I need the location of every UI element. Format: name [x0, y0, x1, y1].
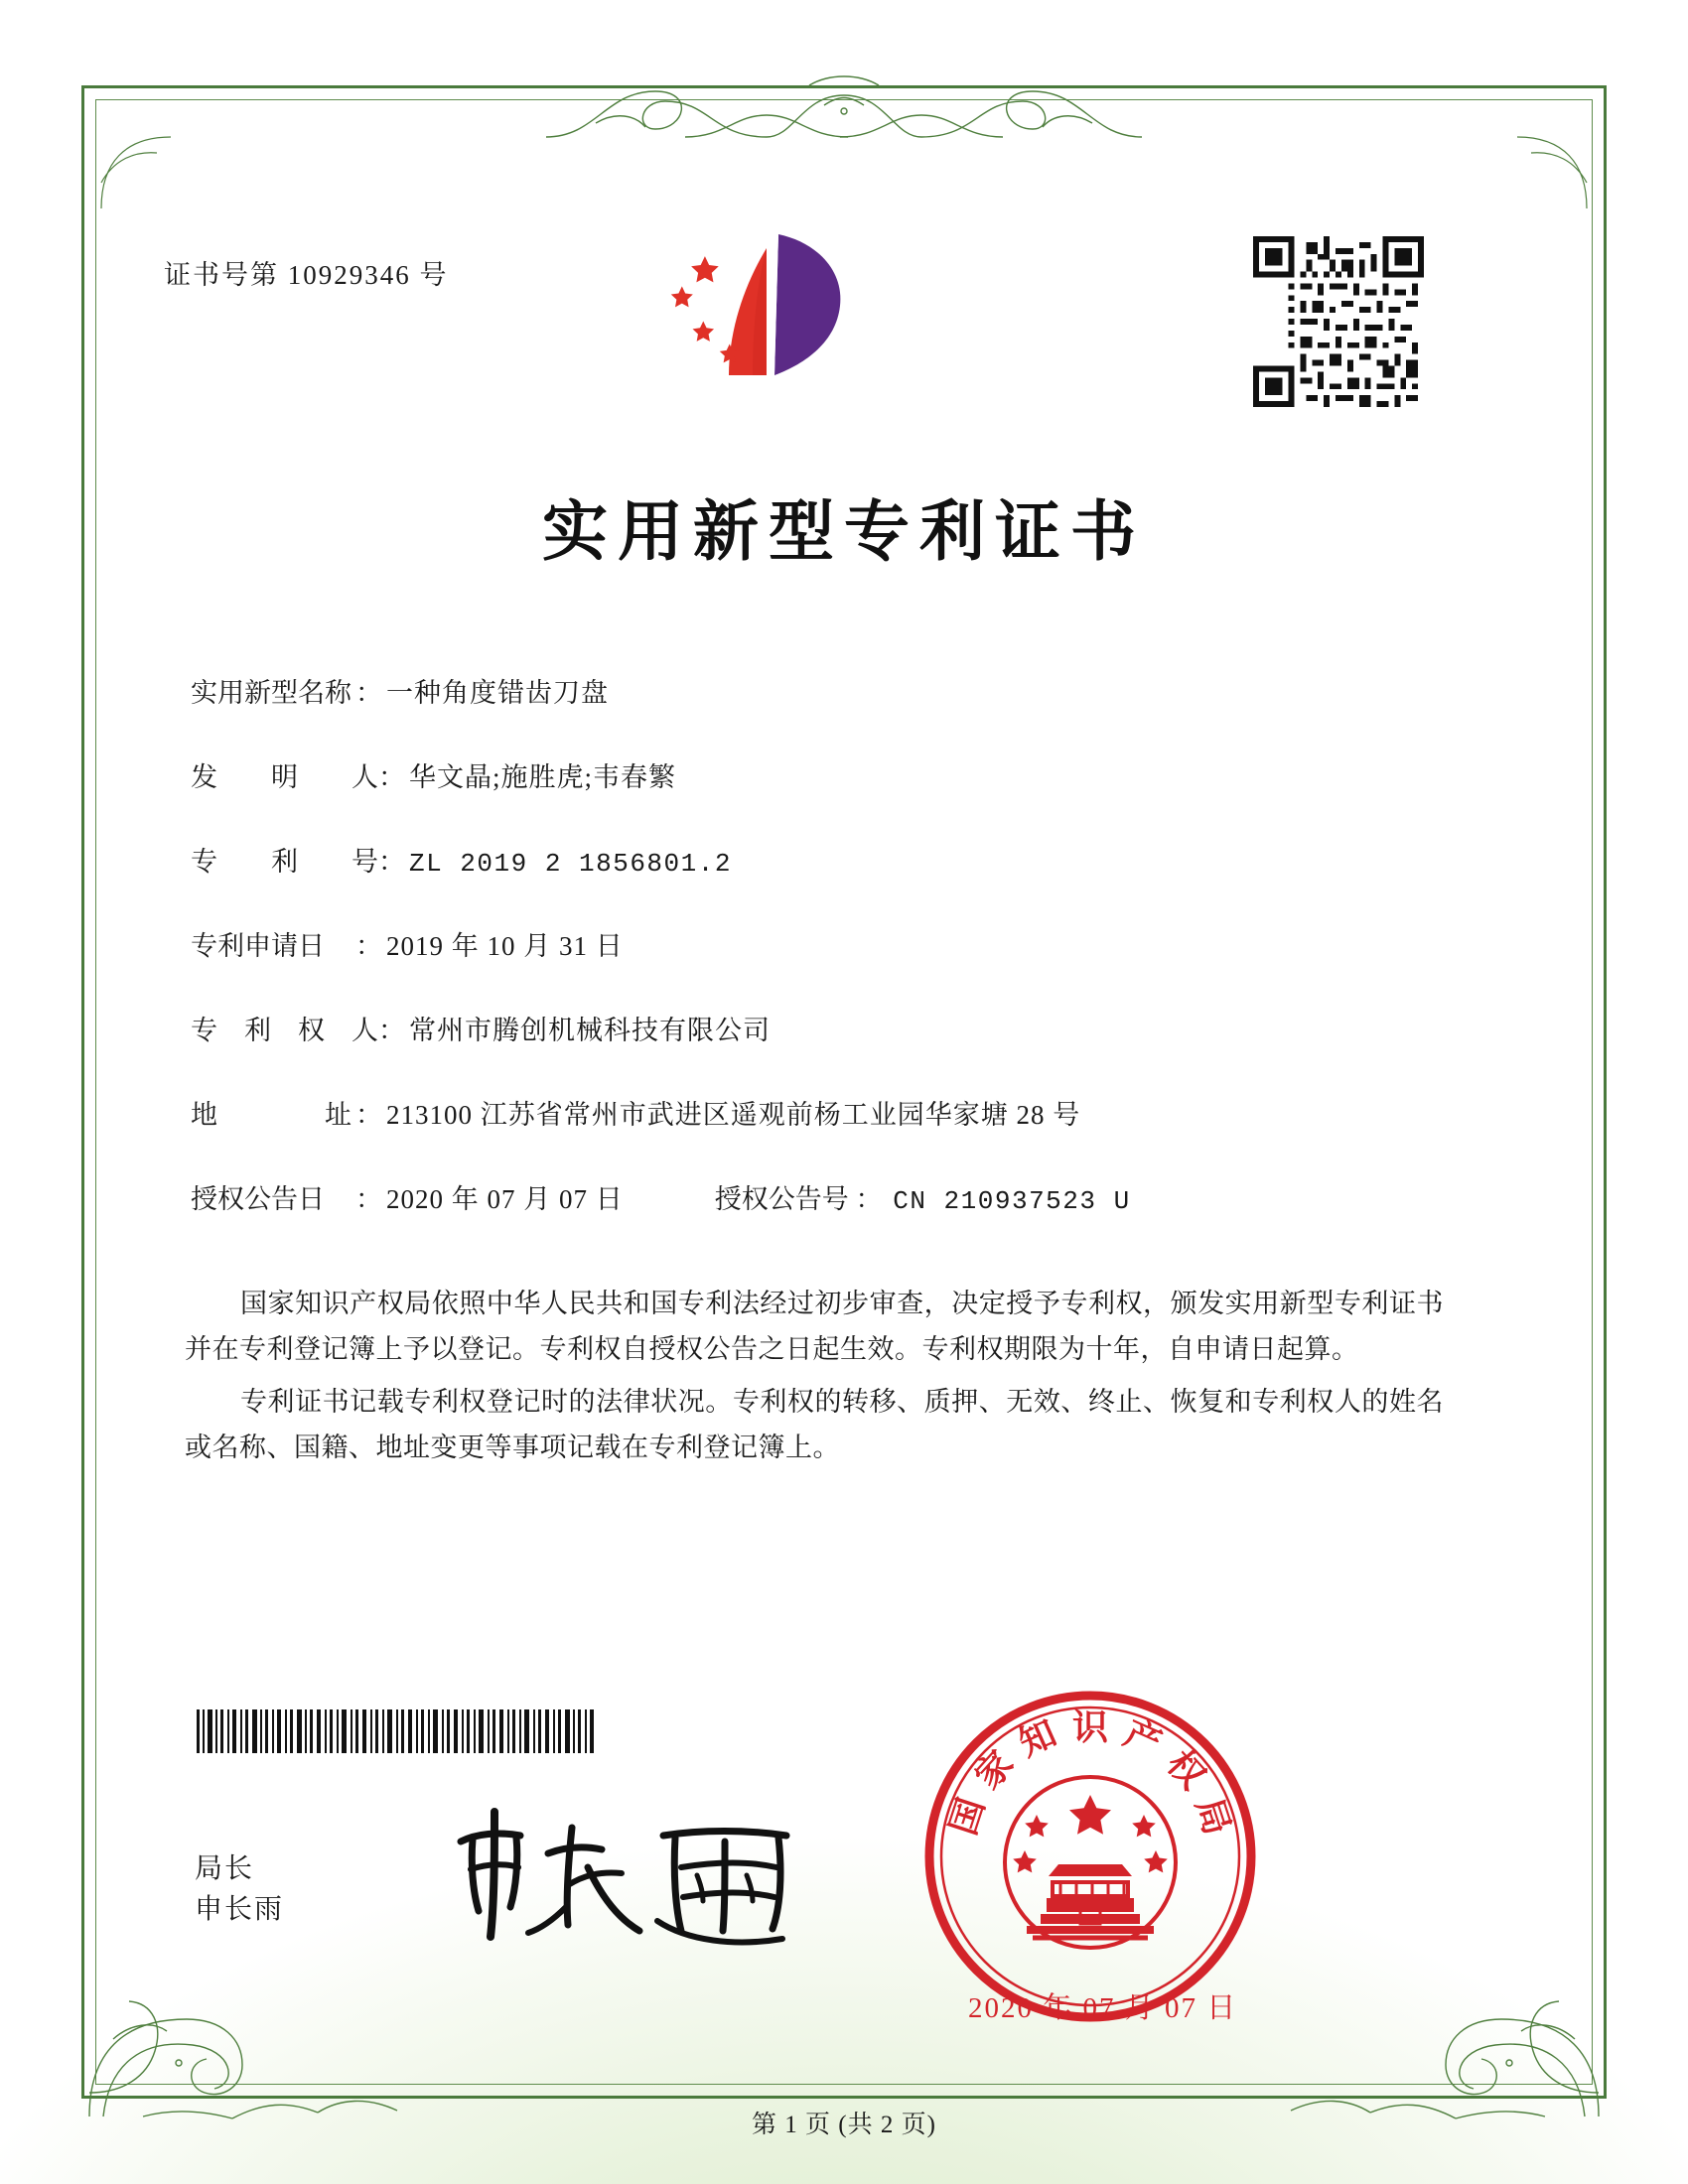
cnipa-emblem-icon: [667, 226, 886, 420]
signature-title-label: 局长: [195, 1853, 255, 1884]
field-label-utility-model-name: 实用新型名称: [191, 678, 352, 708]
svg-text:产: 产: [1118, 1712, 1168, 1764]
field-label-patentee: 专 利 权 人: [191, 1016, 378, 1045]
field-label-inventors: 发 明 人: [191, 762, 378, 792]
field-label-patent-number: 专 利 号: [191, 847, 378, 877]
field-label-application-date: 专利申请日: [191, 931, 325, 961]
field-colon: ：: [355, 678, 382, 708]
signature-name-label: 申长雨: [195, 1894, 285, 1926]
field-row-application-date: [191, 924, 1442, 963]
field-colon: ：: [355, 1100, 382, 1130]
qr-code-icon: [1253, 236, 1424, 407]
legal-paragraph-1: 国家知识产权局依照中华人民共和国专利法经过初步审查，决定授予专利权，颁发实用新型专利证书并在专利登记簿上予以登记。专利权自授权公告之日起生效。专利权期限为十年，自申请日起算。: [185, 1289, 1444, 1365]
field-colon: ：: [355, 931, 382, 961]
field-value-inventors: 华文晶;施胜虎;韦春繁: [409, 762, 677, 792]
field-colon: ：: [378, 847, 405, 877]
page-footer: 第 1 页 (共 2 页): [752, 2112, 936, 2138]
handwritten-signature: [437, 1802, 814, 1951]
field-row-utility-model-name: [191, 671, 1442, 710]
field-value-grant-number: CN 210937523 U: [893, 1186, 1131, 1216]
field-row-address: [191, 1093, 1442, 1132]
svg-text:国: 国: [942, 1793, 992, 1841]
svg-text:家: 家: [967, 1743, 1022, 1797]
field-colon: ：: [355, 1184, 382, 1214]
legal-paragraph-2: 专利证书记载专利权登记时的法律状况。专利权的转移、质押、无效、终止、恢复和专利权人的姓名或名称、国籍、地址变更等事项记载在专利登记簿上。: [185, 1386, 1444, 1463]
field-row-grant: [191, 1177, 1442, 1216]
field-row-patentee: [191, 1009, 1442, 1047]
legal-text-block: [185, 1281, 1444, 1477]
field-label-grant-number: 授权公告号: [714, 1184, 849, 1214]
field-row-patent-number: [191, 840, 1442, 879]
field-value-patentee: 常州市腾创机械科技有限公司: [409, 1016, 771, 1045]
field-value-address: 213100 江苏省常州市武进区遥观前杨工业园华家塘 28 号: [386, 1100, 1081, 1130]
svg-text:局: 局: [1189, 1793, 1238, 1841]
field-label-address: 地 址: [191, 1100, 352, 1130]
official-red-seal-icon: [921, 1688, 1259, 2025]
seal-date: 2020 年 07 月 07 日: [968, 1992, 1238, 2024]
field-value-application-date: 2019 年 10 月 31 日: [386, 931, 624, 961]
signature-labels: [195, 1848, 284, 1931]
field-group-grant-number: [715, 1177, 1131, 1216]
field-label-grant-date: 授权公告日: [191, 1184, 325, 1214]
svg-text:权: 权: [1159, 1743, 1213, 1797]
field-value-grant-date: 2020 年 07 月 07 日: [386, 1184, 624, 1214]
page-title: 实用新型专利证书: [542, 492, 1146, 570]
field-value-patent-number: ZL 2019 2 1856801.2: [409, 849, 732, 879]
certificate-fields: [191, 671, 1442, 1262]
svg-text:知: 知: [1013, 1712, 1062, 1764]
field-colon: ：: [378, 762, 405, 792]
barcode-icon: [195, 1709, 596, 1753]
certificate-number: 证书号第 10929346 号: [164, 260, 449, 290]
field-row-inventors: [191, 755, 1442, 794]
field-value-utility-model-name: 一种角度错齿刀盘: [386, 678, 609, 708]
field-colon: ：: [855, 1184, 883, 1214]
svg-text:识: 识: [1071, 1707, 1109, 1747]
field-colon: ：: [378, 1016, 405, 1045]
